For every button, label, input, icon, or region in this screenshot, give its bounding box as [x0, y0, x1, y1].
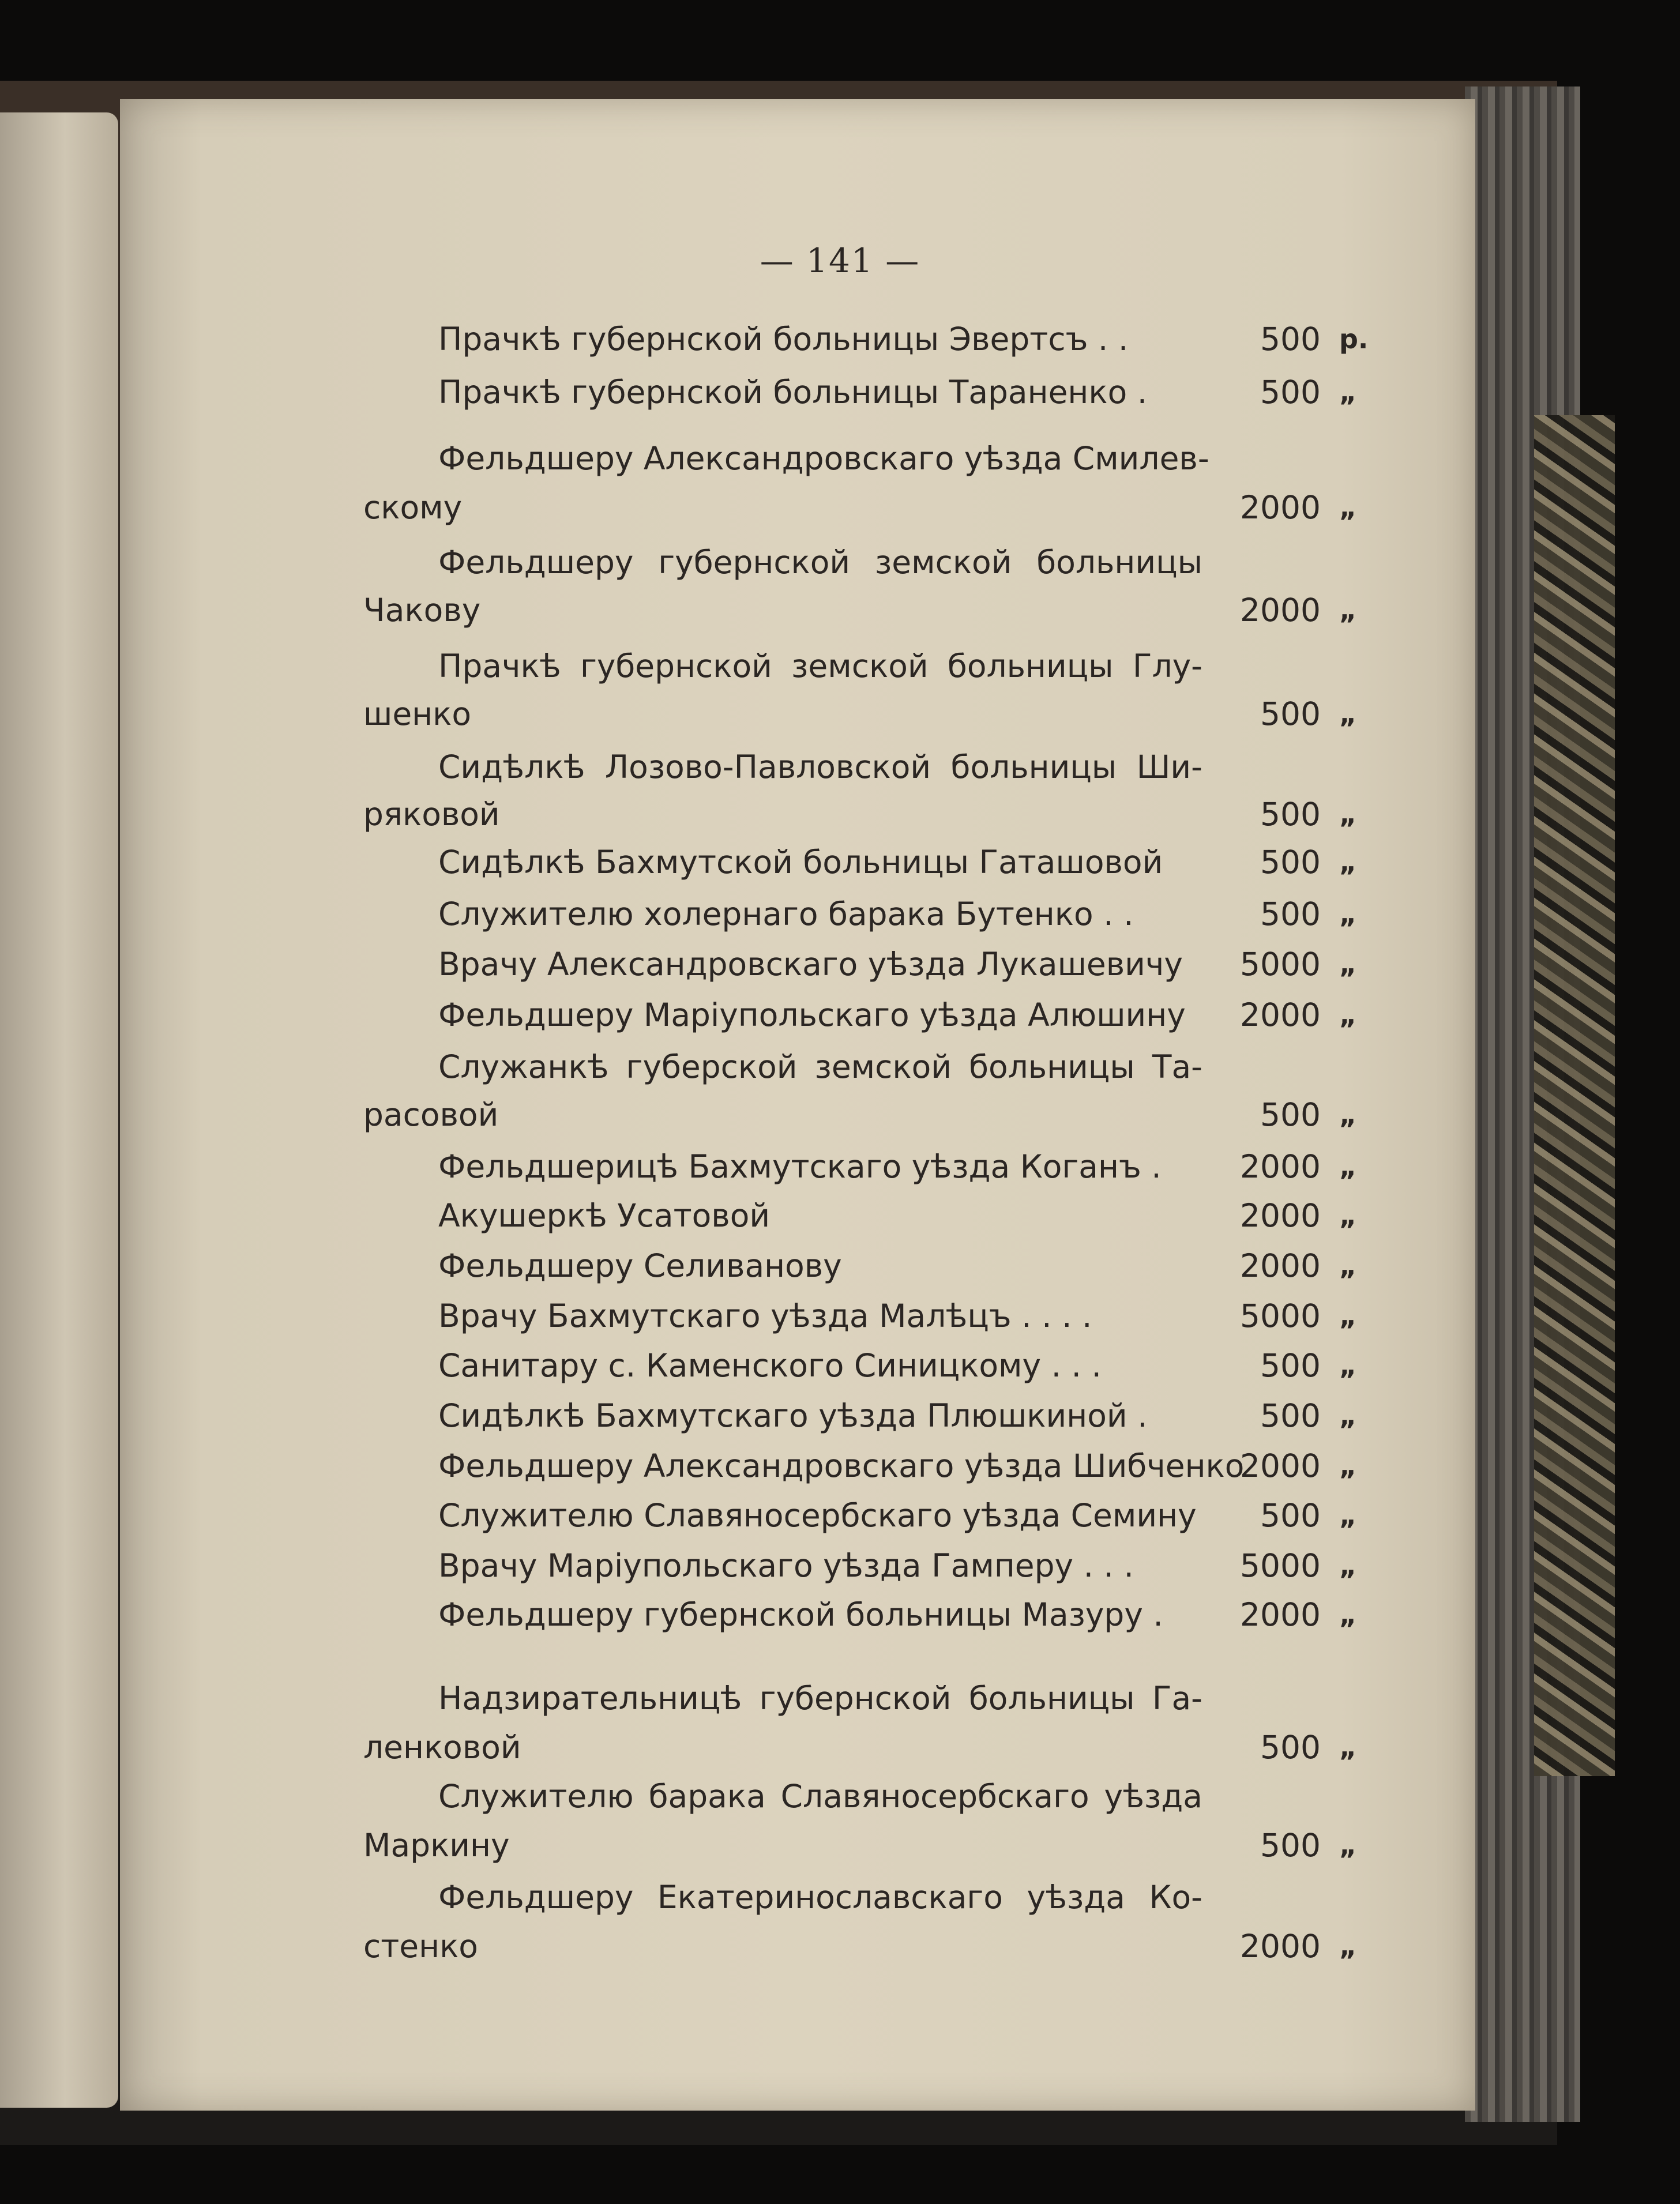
currency-unit: „ — [1339, 1450, 1357, 1481]
left-page-edge — [0, 112, 118, 2108]
entry-continuation-line — [363, 791, 1202, 837]
entry-amount — [1211, 369, 1321, 415]
currency-unit: „ — [1339, 377, 1357, 408]
entry-continuation-line — [363, 484, 1202, 531]
entry-amount — [1211, 1923, 1321, 1969]
amount-value: 2000 — [1240, 1928, 1321, 1965]
entry-first-line — [438, 435, 1209, 482]
entry-amount — [1211, 1193, 1321, 1239]
entry-first-line — [438, 1342, 1202, 1389]
leader-dots — [494, 587, 1202, 633]
entry-text: Надзирательницѣ губернской больницы Га- — [438, 1680, 1202, 1717]
currency-unit: „ — [1339, 799, 1357, 830]
entry-first-line — [438, 744, 1202, 790]
entry-amount — [1211, 691, 1321, 737]
currency-unit: „ — [1339, 898, 1357, 930]
entry-amount — [1211, 1393, 1321, 1439]
entry-first-line — [438, 1874, 1202, 1920]
entry-amount — [1211, 992, 1321, 1038]
amount-value: 500 — [1260, 896, 1321, 932]
entry-amount — [1211, 891, 1321, 937]
currency-unit: „ — [1339, 1500, 1357, 1531]
entry-continuation-line — [363, 691, 1202, 737]
amount-value: 500 — [1260, 1827, 1321, 1864]
amount-value: 500 — [1260, 844, 1321, 881]
amount-value: 2000 — [1240, 1148, 1321, 1185]
entry-amount — [1211, 1543, 1321, 1589]
entry-text: Прачкѣ губернской больницы Эвертсъ . . — [438, 321, 1129, 358]
entry-first-line — [438, 1293, 1202, 1339]
entry-first-line — [438, 316, 1202, 362]
entry-amount — [1211, 1492, 1321, 1539]
amount-value: 500 — [1260, 1347, 1321, 1384]
page-number: — 141 — — [760, 241, 920, 280]
entry-amount — [1211, 1342, 1321, 1389]
amount-value: 2000 — [1240, 1596, 1321, 1633]
currency-unit: „ — [1339, 999, 1357, 1030]
entry-first-line — [438, 539, 1202, 585]
entry-continuation-line — [363, 1923, 1202, 1969]
leader-dots — [492, 1923, 1202, 1969]
entry-amount — [1211, 484, 1321, 531]
leader-dots — [524, 1822, 1202, 1868]
entry-first-line — [438, 643, 1202, 689]
amount-value: 500 — [1260, 374, 1321, 411]
entry-first-line — [438, 1144, 1202, 1190]
entry-continuation-line — [363, 1822, 1202, 1868]
entry-text: Прачкѣ губернской больницы Тараненко . — [438, 374, 1148, 411]
currency-unit: „ — [1339, 492, 1357, 523]
entry-first-line — [438, 1044, 1202, 1090]
marbled-cover — [1534, 415, 1615, 1776]
currency-unit: „ — [1339, 1350, 1357, 1381]
entry-text: Служителю Славяносербскаго уѣзда Семину — [438, 1497, 1197, 1534]
entry-text: Сидѣлкѣ Бахмутской больницы Гаташовой — [438, 844, 1163, 881]
currency-unit: „ — [1339, 1151, 1357, 1182]
amount-value: 2000 — [1240, 1447, 1321, 1484]
entry-continuation-text: стенко — [363, 1928, 478, 1965]
leader-dots — [856, 1243, 1202, 1289]
entry-amount — [1211, 1443, 1321, 1489]
amount-value: 2000 — [1240, 1247, 1321, 1284]
entry-first-line — [438, 1193, 1202, 1239]
amount-value: 500 — [1260, 1497, 1321, 1534]
entry-continuation-text: ленковой — [363, 1729, 521, 1766]
entry-continuation-text: скому — [363, 489, 463, 526]
entry-amount — [1211, 1724, 1321, 1770]
entry-text: Фельдшеру Маріупольскаго уѣзда Алюшину — [438, 996, 1186, 1033]
entry-first-line — [438, 1543, 1202, 1589]
entry-amount — [1211, 587, 1321, 633]
entry-text: Фельдшерицѣ Бахмутскаго уѣзда Коганъ . — [438, 1148, 1162, 1185]
amount-value: 2000 — [1240, 1197, 1321, 1234]
entry-first-line — [438, 1393, 1202, 1439]
currency-unit: „ — [1339, 1200, 1357, 1231]
entry-first-line — [438, 891, 1202, 937]
entry-first-line — [438, 1675, 1202, 1721]
amount-value: 500 — [1260, 695, 1321, 732]
currency-unit: „ — [1339, 595, 1357, 626]
entry-text: Фельдшеру Селиванову — [438, 1247, 842, 1284]
entry-text: Фельдшеру Александровскаго уѣзда Смилев- — [438, 440, 1209, 477]
entry-text: Санитару с. Каменского Синицкому . . . — [438, 1347, 1102, 1384]
entry-text: Фельдшеру Александровскаго уѣзда Шибченко — [438, 1447, 1245, 1484]
entry-amount — [1211, 1293, 1321, 1339]
currency-unit: „ — [1339, 1250, 1357, 1281]
currency-unit: „ — [1339, 1099, 1357, 1130]
currency-unit: „ — [1339, 1732, 1357, 1763]
leader-dots — [512, 1092, 1202, 1138]
entry-text: Служителю холернаго барака Бутенко . . — [438, 896, 1134, 932]
currency-unit: „ — [1339, 698, 1357, 729]
entry-text: Врачу Александровскаго уѣзда Лукашевичу — [438, 946, 1183, 983]
leader-dots — [514, 791, 1202, 837]
amount-value: 500 — [1260, 321, 1321, 358]
amount-value: 500 — [1260, 1096, 1321, 1133]
leader-dots — [476, 484, 1202, 531]
entry-continuation-text: ряковой — [363, 796, 500, 833]
entry-text: Фельдшеру губернской больницы Мазуру . — [438, 1596, 1163, 1633]
entry-continuation-text: Чакову — [363, 592, 481, 629]
entry-text: Сидѣлкѣ Бахмутскаго уѣзда Плюшкиной . — [438, 1397, 1148, 1434]
entry-amount — [1211, 1144, 1321, 1190]
entry-text: Сидѣлкѣ Лозово-Павловской больницы Ши- — [438, 749, 1202, 785]
entry-first-line — [438, 1592, 1202, 1638]
entry-first-line — [438, 1443, 1245, 1489]
currency-unit: „ — [1339, 949, 1357, 980]
leader-dots — [535, 1724, 1202, 1770]
entry-first-line — [438, 369, 1202, 415]
entry-text: Служителю барака Славяносербскаго уѣзда — [438, 1778, 1202, 1815]
currency-unit: „ — [1339, 1300, 1357, 1332]
entry-amount — [1211, 1822, 1321, 1868]
entry-continuation-text: Маркину — [363, 1827, 510, 1864]
amount-value: 500 — [1260, 796, 1321, 833]
entry-first-line — [438, 839, 1202, 885]
entry-text: Фельдшеру губернской земской больницы — [438, 544, 1202, 581]
entry-first-line — [438, 992, 1202, 1038]
entry-continuation-line — [363, 587, 1202, 633]
entry-text: Служанкѣ губерской земской больницы Та- — [438, 1048, 1202, 1085]
amount-value: 2000 — [1240, 996, 1321, 1033]
currency-unit: „ — [1339, 1400, 1357, 1431]
entry-amount — [1211, 1592, 1321, 1638]
currency-unit: „ — [1339, 847, 1357, 878]
entry-continuation-text: шенко — [363, 695, 471, 732]
currency-unit: „ — [1339, 1550, 1357, 1581]
leader-dots — [784, 1193, 1202, 1239]
currency-unit: р. — [1339, 324, 1369, 355]
entry-first-line — [438, 1492, 1202, 1539]
entry-amount — [1211, 791, 1321, 837]
amount-value: 2000 — [1240, 489, 1321, 526]
entry-amount — [1211, 1092, 1321, 1138]
amount-value: 2000 — [1240, 592, 1321, 629]
currency-unit: „ — [1339, 1830, 1357, 1861]
entry-first-line — [438, 1243, 1202, 1289]
entry-amount — [1211, 941, 1321, 987]
entry-continuation-line — [363, 1092, 1202, 1138]
entry-text: Прачкѣ губернской земской больницы Глу- — [438, 648, 1202, 684]
entry-text: Врачу Бахмутскаго уѣзда Малѣцъ . . . . — [438, 1297, 1092, 1334]
currency-unit: „ — [1339, 1931, 1357, 1962]
entry-amount — [1211, 1243, 1321, 1289]
entry-amount — [1211, 839, 1321, 885]
entry-first-line — [438, 1773, 1202, 1819]
entry-text: Акушеркѣ Усатовой — [438, 1197, 771, 1234]
entry-amount — [1211, 316, 1321, 362]
amount-value: 500 — [1260, 1729, 1321, 1766]
leader-dots — [485, 691, 1202, 737]
entry-continuation-text: расовой — [363, 1096, 499, 1133]
entry-first-line — [438, 941, 1202, 987]
amount-value: 5000 — [1240, 946, 1321, 983]
amount-value: 500 — [1260, 1397, 1321, 1434]
amount-value: 5000 — [1240, 1547, 1321, 1584]
currency-unit: „ — [1339, 1599, 1357, 1630]
entry-text: Фельдшеру Екатеринославскаго уѣзда Ко- — [438, 1879, 1202, 1916]
amount-value: 5000 — [1240, 1297, 1321, 1334]
entry-text: Врачу Маріупольскаго уѣзда Гамперу . . . — [438, 1547, 1134, 1584]
entry-continuation-line — [363, 1724, 1202, 1770]
